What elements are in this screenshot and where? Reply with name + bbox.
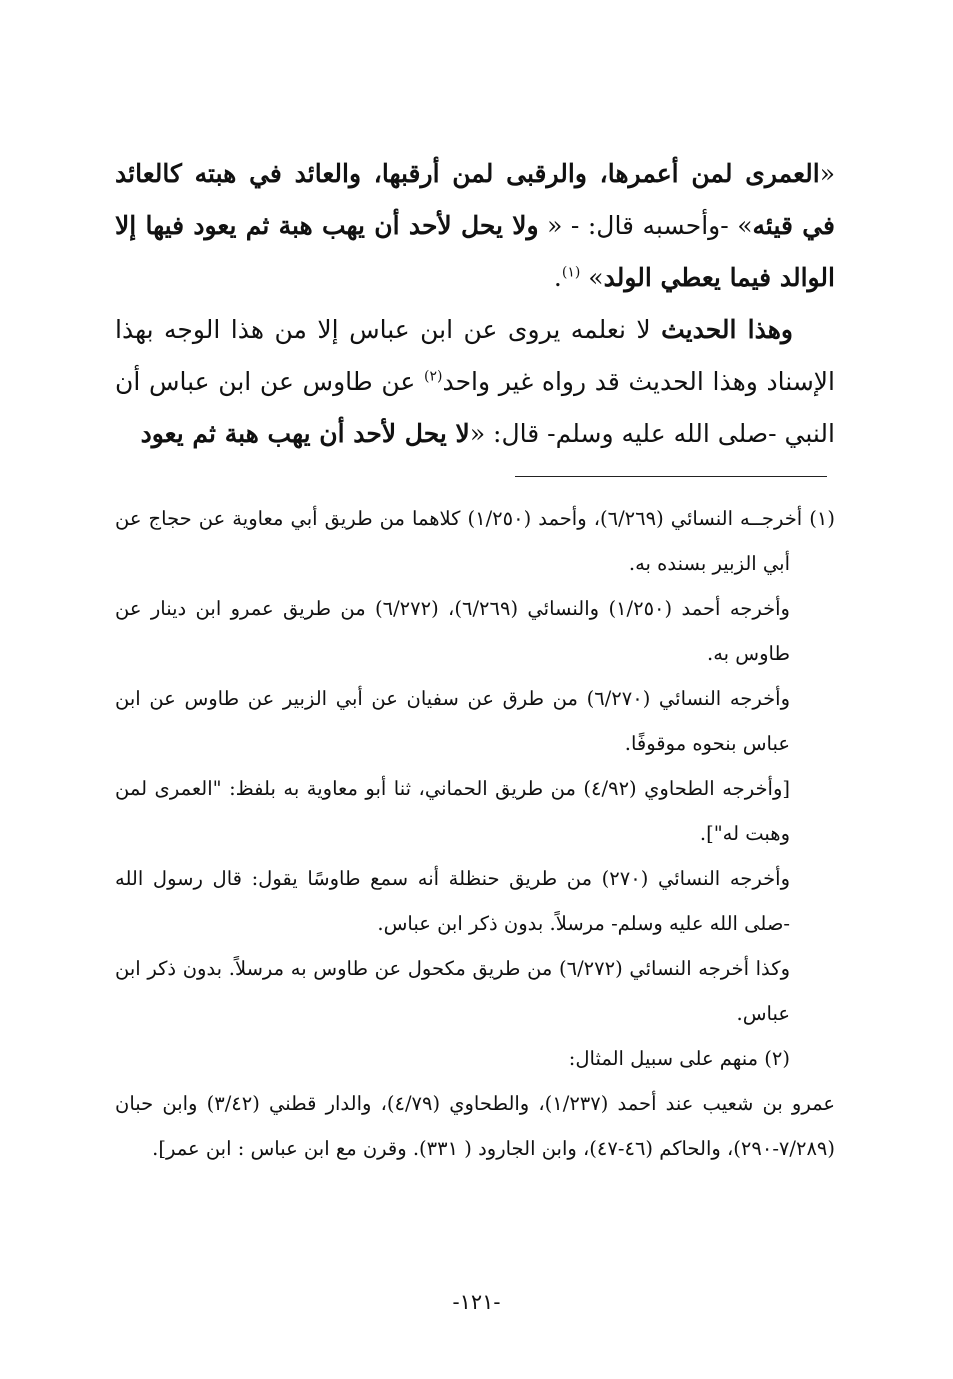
footnote-separator: [515, 476, 827, 477]
paragraph-1: [115, 148, 835, 304]
footnote-1-continuation: وكذا أخرجه النسائي (٦/٢٧٢) من طريق مكحول عن طاوس به مرسلاً. بدون ذكر ابن عباس.: [115, 957, 790, 1025]
quote-mark: «: [819, 159, 835, 188]
footnote-2: (٢) منهم على سبيل المثال:: [568, 1047, 790, 1070]
quote-mark: »: [737, 211, 753, 240]
footnote-1-continuation: [وأخرجه الطحاوي (٤/٩٢) من طريق الحماني، ثنا أبو معاوية به بلفظ: "العمرى لمن وهبت له"].: [115, 777, 790, 845]
footnotes: [115, 496, 835, 1171]
footnote-1-continuation: وأخرجه النسائي (٦/٢٧٠) من طرق عن سفيان عن أبي الزبير عن طاوس عن ابن عباس بنحوه موقوفًا.: [115, 687, 790, 755]
footnote-1-continuation: وأخرجه النسائي (٢٧٠) من طريق حنظلة أنه سمع طاوسًا يقول: قال رسول الله -صلى الله عليه وسلم- مرسلاً. بدون ذكر ابن عباس.: [115, 867, 790, 935]
footnote-1-continuation: وأخرجه أحمد (١/٢٥٠) والنسائي (٦/٢٦٩)، (٦/٢٧٢) من طريق عمرو ابن دينار عن طاوس به.: [115, 597, 790, 665]
paragraph-lead: وهذا الحديث: [661, 315, 793, 344]
footnote-1: (١) أخرجــه النسائي (٦/٢٦٩)، وأحمد (١/٢٥٠) كلاهما من طريق أبي معاوية عن حجاج عن أبي الزبير بسنده به.: [115, 507, 835, 575]
paragraph-2: [115, 304, 835, 460]
hadith-text-1: العمرى لمن أعمرها، والرقبى لمن أرقبها، والعائد في هبته كالعائد في قيئه: [115, 159, 835, 240]
page-number: -١٢١-: [452, 1290, 501, 1314]
footnote-ref-2[interactable]: (٢): [424, 368, 443, 385]
footnote-2-continuation: عمرو بن شعيب عند أحمد (١/٢٣٧)، والطحاوي (٤/٧٩)، والدار قطني (٣/٤٢) وابن حبان (٧/٢٨٩-٢٩٠)، والحاكم (٤٦-٤٧)، وابن الجارود ( ٣٣١). وقرن مع ابن عباس : ابن عمر].: [115, 1092, 835, 1160]
narrator-note: -وأحسبه قال: - «: [538, 211, 738, 240]
commentary-text: لا نعلمه يروى عن ابن عباس إلا من هذا الوجه بهذا الإسناد وهذا الحديث قد رواه غير واحد: [115, 315, 835, 396]
hadith-text-3: لا يحل لأحد أن يهب هبة ثم يعود: [140, 419, 470, 448]
commentary-text: عن طاوس عن ابن عباس أن النبي -صلى الله عليه وسلم- قال: «: [115, 367, 835, 448]
hadith-text-2: ولا يحل لأحد أن يهب هبة ثم يعود فيها إلا الوالد فيما يعطي الولد: [115, 211, 835, 292]
main-text: [115, 148, 835, 460]
footnote-ref-1[interactable]: (١): [561, 264, 581, 281]
quote-mark: »: [580, 263, 604, 292]
period: .: [553, 263, 562, 292]
